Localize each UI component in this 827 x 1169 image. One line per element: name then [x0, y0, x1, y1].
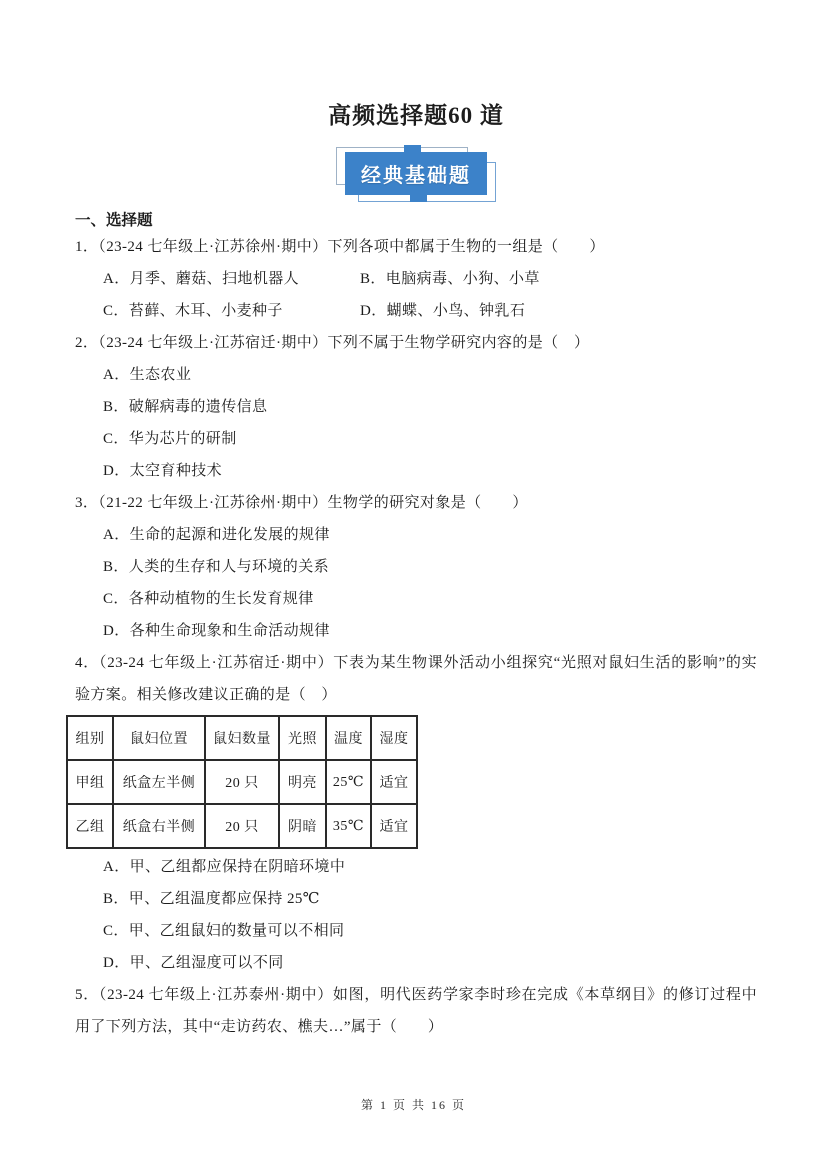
classic-basics-badge [336, 145, 496, 202]
header-temperature: 温度 [326, 716, 371, 760]
option-c: C．华为芯片的研制 [103, 431, 237, 447]
section-heading: 一、选择题 [75, 212, 153, 229]
cell-temperature: 25℃ [326, 760, 371, 804]
table-header-row [67, 716, 417, 760]
header-humidity: 湿度 [371, 716, 417, 760]
option-a: A．生命的起源和进化发展的规律 [103, 527, 330, 543]
option-c: C．各种动植物的生长发育规律 [103, 591, 314, 607]
table-row [67, 760, 417, 804]
header-light: 光照 [279, 716, 326, 760]
cell-count: 20 只 [205, 760, 279, 804]
option-d: D．各种生命现象和生命活动规律 [103, 623, 330, 639]
question-options [75, 263, 757, 327]
cell-humidity: 适宜 [371, 760, 417, 804]
cell-light: 阴暗 [279, 804, 326, 848]
cell-position: 纸盒右半侧 [113, 804, 205, 848]
cell-position: 纸盒左半侧 [113, 760, 205, 804]
header-group: 组别 [67, 716, 113, 760]
question-stem: 4．（23-24 七年级上·江苏宿迁·期中）下表为某生物课外活动小组探究“光照对鼠妇生活的影响”的实验方案。相关修改建议正确的是（ ） [75, 655, 757, 703]
cell-light: 明亮 [279, 760, 326, 804]
question-stem: 2．（23-24 七年级上·江苏宿迁·期中）下列不属于生物学研究内容的是（ ） [75, 335, 590, 351]
option-c: C．苔藓、木耳、小麦种子 [103, 303, 283, 319]
option-a: A．月季、蘑菇、扫地机器人 [103, 271, 300, 287]
option-b: B．人类的生存和人与环境的关系 [103, 559, 330, 575]
experiment-table [66, 715, 418, 849]
question-3 [75, 487, 757, 647]
cell-group: 乙组 [67, 804, 113, 848]
question-4 [75, 647, 757, 979]
option-a: A．生态农业 [103, 367, 192, 383]
question-stem: 3．（21-22 七年级上·江苏徐州·期中）生物学的研究对象是（ ） [75, 495, 528, 511]
cell-temperature: 35℃ [326, 804, 371, 848]
option-b: B．电脑病毒、小狗、小草 [360, 271, 540, 287]
question-1 [75, 231, 757, 327]
badge-label: 经典基础题 [345, 152, 487, 195]
cell-count: 20 只 [205, 804, 279, 848]
question-stem: 1．（23-24 七年级上·江苏徐州·期中）下列各项中都属于生物的一组是（ ） [75, 239, 605, 255]
option-a: A．甲、乙组都应保持在阴暗环境中 [103, 859, 346, 875]
option-b: B．破解病毒的遗传信息 [103, 399, 268, 415]
header-count: 鼠妇数量 [205, 716, 279, 760]
header-position: 鼠妇位置 [113, 716, 205, 760]
badge-square-bottom-decoration [410, 195, 427, 202]
option-d: D．甲、乙组湿度可以不同 [103, 955, 284, 971]
option-d: D．蝴蝶、小鸟、钟乳石 [360, 303, 526, 319]
option-d: D．太空育种技术 [103, 463, 223, 479]
question-5 [75, 979, 757, 1043]
cell-humidity: 适宜 [371, 804, 417, 848]
page-number-footer: 第 1 页 共 16 页 [360, 1098, 466, 1112]
badge-square-top-decoration [404, 145, 421, 152]
table-row [67, 804, 417, 848]
question-2 [75, 327, 757, 487]
page-title: 高频选择题60 道 [328, 103, 504, 128]
question-stem: 5．（23-24 七年级上·江苏泰州·期中）如图，明代医药学家李时珍在完成《本草纲目》的修订过程中用了下列方法，其中“走访药农、樵夫…”属于（ ） [75, 987, 757, 1035]
option-c: C．甲、乙组鼠妇的数量可以不相同 [103, 923, 345, 939]
cell-group: 甲组 [67, 760, 113, 804]
option-b: B．甲、乙组温度都应保持 25℃ [103, 891, 320, 907]
